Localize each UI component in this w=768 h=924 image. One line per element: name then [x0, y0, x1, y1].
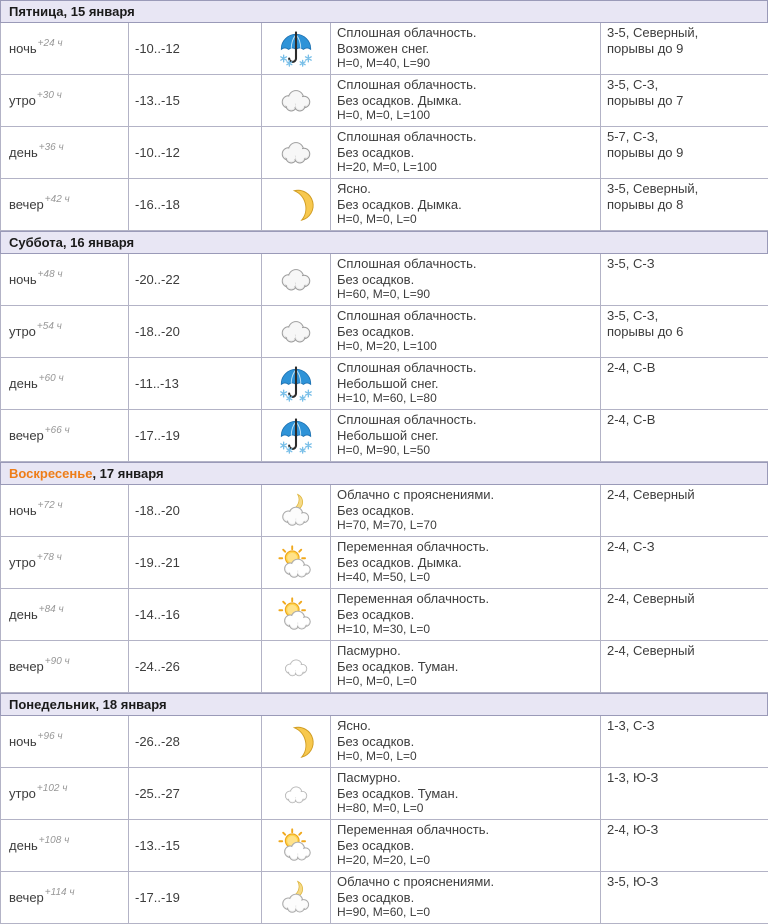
forecast-hour-offset: +54 ч [36, 321, 62, 332]
wind-speed-direction: 2-4, Северный [607, 487, 695, 502]
condition-line: Небольшой снег. [337, 427, 439, 443]
time-of-day-label: день [9, 145, 38, 160]
condition-line: Сплошная облачность. [337, 77, 477, 92]
weather-icon-cell [262, 179, 331, 231]
cloud-icon [277, 82, 315, 120]
wind-speed-direction: 2-4, Северный [607, 643, 695, 658]
forecast-hour-offset: +102 ч [36, 783, 68, 794]
time-cell [1, 23, 129, 75]
wind-speed-direction: 3-5, Ю-З [607, 874, 659, 889]
conditions-cell [331, 768, 601, 820]
temperature-cell [129, 75, 262, 127]
time-of-day-label: вечер [9, 659, 44, 674]
time-of-day-label: утро [9, 324, 36, 339]
conditions-cell [331, 23, 601, 75]
condition-line: Пасмурно. [337, 643, 401, 658]
temperature-range: -13..-15 [135, 93, 180, 108]
condition-line: Без осадков. [337, 733, 415, 749]
time-cell [1, 716, 129, 768]
cloud-levels-line: H=0, M=0, L=100 [337, 108, 431, 122]
cloud-levels-line: H=60, M=0, L=90 [337, 287, 431, 301]
moon-icon [277, 186, 315, 224]
time-of-day-label: день [9, 838, 38, 853]
time-cell [1, 254, 129, 306]
wind-cell [601, 768, 768, 820]
condition-line: Без осадков. [337, 323, 415, 339]
temperature-range: -24..-26 [135, 659, 180, 674]
condition-line: Без осадков. Дымка. [337, 92, 462, 108]
forecast-row [0, 768, 768, 820]
weather-icon-cell [262, 23, 331, 75]
temperature-range: -18..-20 [135, 503, 180, 518]
conditions-cell [331, 179, 601, 231]
temperature-cell [129, 768, 262, 820]
weather-icon-cell [262, 768, 331, 820]
forecast-hour-offset: +36 ч [38, 142, 64, 153]
wind-speed-direction: 2-4, Ю-З [607, 822, 659, 837]
snow-umbrella-icon [277, 417, 315, 455]
day-name: Суббота [9, 235, 63, 250]
temperature-cell [129, 358, 262, 410]
light-cloud-icon [277, 775, 315, 813]
wind-gusts: порывы до 6 [607, 324, 684, 339]
wind-cell [601, 537, 768, 589]
time-of-day-label: ночь [9, 272, 37, 287]
forecast-hour-offset: +90 ч [44, 656, 70, 667]
conditions-cell [331, 641, 601, 693]
wind-cell [601, 716, 768, 768]
wind-speed-direction: 3-5, Северный, [607, 25, 699, 40]
forecast-row [0, 537, 768, 589]
forecast-hour-offset: +48 ч [37, 269, 63, 280]
day-name: Воскресенье [9, 466, 93, 481]
forecast-hour-offset: +84 ч [38, 604, 64, 615]
forecast-row [0, 589, 768, 641]
sun-cloud-icon [277, 596, 315, 634]
day-name: Понедельник [9, 697, 96, 712]
forecast-hour-offset: +96 ч [37, 731, 63, 742]
temperature-range: -16..-18 [135, 197, 180, 212]
light-cloud-icon [277, 648, 315, 686]
weather-icon-cell [262, 127, 331, 179]
wind-speed-direction: 2-4, С-В [607, 360, 656, 375]
day-header [0, 462, 768, 485]
condition-line: Возможен снег. [337, 40, 430, 56]
time-cell [1, 75, 129, 127]
time-of-day-label: вечер [9, 890, 44, 905]
forecast-row [0, 306, 768, 358]
condition-line: Сплошная облачность. [337, 129, 477, 144]
conditions-cell [331, 358, 601, 410]
conditions-cell [331, 589, 601, 641]
forecast-hour-offset: +66 ч [44, 425, 70, 436]
snow-umbrella-icon [277, 365, 315, 403]
wind-cell [601, 179, 768, 231]
condition-line: Без осадков. Туман. [337, 658, 459, 674]
day-date: , 17 января [92, 466, 164, 481]
time-of-day-label: ночь [9, 734, 37, 749]
forecast-row [0, 179, 768, 231]
moon-cloud-icon [277, 492, 315, 530]
weather-icon-cell [262, 410, 331, 462]
time-of-day-label: день [9, 376, 38, 391]
time-cell [1, 358, 129, 410]
cloud-levels-line: H=0, M=40, L=90 [337, 56, 431, 70]
cloud-levels-line: H=0, M=20, L=100 [337, 339, 437, 353]
condition-line: Ясно. [337, 181, 371, 196]
wind-cell [601, 75, 768, 127]
cloud-levels-line: H=90, M=60, L=0 [337, 905, 431, 919]
time-of-day-label: утро [9, 555, 36, 570]
wind-speed-direction: 5-7, С-З, [607, 129, 659, 144]
weather-icon-cell [262, 537, 331, 589]
weather-icon-cell [262, 820, 331, 872]
temperature-range: -25..-27 [135, 786, 180, 801]
temperature-range: -18..-20 [135, 324, 180, 339]
temperature-cell [129, 589, 262, 641]
wind-speed-direction: 3-5, С-З, [607, 77, 659, 92]
cloud-levels-line: H=70, M=70, L=70 [337, 518, 437, 532]
wind-cell [601, 127, 768, 179]
forecast-row [0, 872, 768, 924]
cloud-levels-line: H=10, M=30, L=0 [337, 622, 431, 636]
time-cell [1, 872, 129, 924]
time-cell [1, 537, 129, 589]
conditions-cell [331, 306, 601, 358]
temperature-range: -14..-16 [135, 607, 180, 622]
wind-cell [601, 306, 768, 358]
wind-speed-direction: 2-4, С-В [607, 412, 656, 427]
wind-cell [601, 410, 768, 462]
time-cell [1, 768, 129, 820]
condition-line: Сплошная облачность. [337, 412, 477, 427]
time-of-day-label: утро [9, 786, 36, 801]
wind-speed-direction: 2-4, Северный [607, 591, 695, 606]
conditions-cell [331, 485, 601, 537]
time-of-day-label: ночь [9, 41, 37, 56]
condition-line: Небольшой снег. [337, 375, 439, 391]
day-name: Пятница [9, 4, 64, 19]
forecast-day-section [0, 0, 768, 231]
time-cell [1, 179, 129, 231]
condition-line: Сплошная облачность. [337, 308, 477, 323]
forecast-hour-offset: +30 ч [36, 90, 62, 101]
forecast-row [0, 23, 768, 75]
condition-line: Без осадков. Дымка. [337, 196, 462, 212]
weather-icon-cell [262, 716, 331, 768]
condition-line: Сплошная облачность. [337, 25, 477, 40]
conditions-cell [331, 820, 601, 872]
cloud-levels-line: H=10, M=60, L=80 [337, 391, 437, 405]
temperature-range: -19..-21 [135, 555, 180, 570]
forecast-row [0, 641, 768, 693]
time-cell [1, 589, 129, 641]
time-cell [1, 127, 129, 179]
temperature-range: -13..-15 [135, 838, 180, 853]
wind-gusts: порывы до 7 [607, 93, 684, 108]
moon-cloud-icon [277, 879, 315, 917]
wind-gusts: порывы до 9 [607, 145, 684, 160]
time-of-day-label: ночь [9, 503, 37, 518]
wind-cell [601, 589, 768, 641]
time-cell [1, 410, 129, 462]
temperature-range: -17..-19 [135, 890, 180, 905]
day-header [0, 231, 768, 254]
sun-cloud-icon [277, 827, 315, 865]
cloud-levels-line: H=40, M=50, L=0 [337, 570, 431, 584]
moon-icon [277, 723, 315, 761]
wind-cell [601, 485, 768, 537]
wind-cell [601, 641, 768, 693]
weather-icon-cell [262, 254, 331, 306]
temperature-cell [129, 306, 262, 358]
conditions-cell [331, 410, 601, 462]
wind-gusts: порывы до 9 [607, 41, 684, 56]
temperature-cell [129, 127, 262, 179]
time-cell [1, 820, 129, 872]
temperature-cell [129, 716, 262, 768]
forecast-day-section [0, 231, 768, 462]
conditions-cell [331, 716, 601, 768]
day-date: , 16 января [62, 235, 135, 250]
day-header [0, 0, 768, 23]
weather-icon-cell [262, 589, 331, 641]
condition-line: Сплошная облачность. [337, 360, 477, 375]
wind-cell [601, 872, 768, 924]
time-cell [1, 485, 129, 537]
temperature-range: -17..-19 [135, 428, 180, 443]
temperature-cell [129, 410, 262, 462]
forecast-row [0, 410, 768, 462]
temperature-range: -11..-13 [135, 376, 179, 391]
weather-icon-cell [262, 306, 331, 358]
cloud-levels-line: H=0, M=0, L=0 [337, 212, 417, 226]
cloud-levels-line: H=80, M=0, L=0 [337, 801, 424, 815]
temperature-range: -26..-28 [135, 734, 180, 749]
day-header [0, 693, 768, 716]
forecast-hour-offset: +114 ч [44, 887, 75, 898]
forecast-hour-offset: +24 ч [37, 38, 63, 49]
cloud-icon [277, 313, 315, 351]
weather-icon-cell [262, 872, 331, 924]
temperature-range: -10..-12 [135, 145, 180, 160]
temperature-cell [129, 820, 262, 872]
cloud-levels-line: H=0, M=0, L=0 [337, 749, 417, 763]
day-date: , 18 января [95, 697, 167, 712]
forecast-hour-offset: +72 ч [37, 500, 63, 511]
forecast-day-section [0, 462, 768, 693]
conditions-cell [331, 127, 601, 179]
time-of-day-label: вечер [9, 197, 44, 212]
wind-cell [601, 358, 768, 410]
condition-line: Переменная облачность. [337, 591, 490, 606]
condition-line: Без осадков. [337, 271, 415, 287]
wind-speed-direction: 1-3, С-З [607, 718, 655, 733]
cloud-levels-line: H=0, M=90, L=50 [337, 443, 431, 457]
forecast-row [0, 254, 768, 306]
wind-speed-direction: 3-5, Северный, [607, 181, 699, 196]
temperature-cell [129, 872, 262, 924]
wind-cell [601, 254, 768, 306]
forecast-day-section [0, 693, 768, 924]
snow-umbrella-icon [277, 30, 315, 68]
wind-cell [601, 23, 768, 75]
cloud-levels-line: H=20, M=20, L=0 [337, 853, 431, 867]
time-of-day-label: день [9, 607, 38, 622]
temperature-cell [129, 485, 262, 537]
weather-icon-cell [262, 75, 331, 127]
condition-line: Без осадков. Дымка. [337, 554, 462, 570]
time-of-day-label: утро [9, 93, 36, 108]
forecast-row [0, 75, 768, 127]
cloud-levels-line: H=20, M=0, L=100 [337, 160, 437, 174]
forecast-hour-offset: +78 ч [36, 552, 62, 563]
condition-line: Облачно с прояснениями. [337, 487, 495, 502]
forecast-row [0, 358, 768, 410]
forecast-row [0, 820, 768, 872]
temperature-range: -20..-22 [135, 272, 180, 287]
temperature-range: -10..-12 [135, 41, 180, 56]
temperature-cell [129, 23, 262, 75]
wind-speed-direction: 1-3, Ю-З [607, 770, 659, 785]
condition-line: Без осадков. [337, 144, 415, 160]
wind-speed-direction: 3-5, С-З, [607, 308, 659, 323]
temperature-cell [129, 641, 262, 693]
time-cell [1, 306, 129, 358]
condition-line: Переменная облачность. [337, 539, 490, 554]
temperature-cell [129, 537, 262, 589]
condition-line: Без осадков. Туман. [337, 785, 459, 801]
weather-icon-cell [262, 358, 331, 410]
condition-line: Ясно. [337, 718, 371, 733]
wind-gusts: порывы до 8 [607, 197, 684, 212]
conditions-cell [331, 75, 601, 127]
forecast-hour-offset: +42 ч [44, 194, 70, 205]
forecast-row [0, 485, 768, 537]
wind-speed-direction: 3-5, С-З [607, 256, 655, 271]
condition-line: Без осадков. [337, 889, 415, 905]
forecast-row [0, 127, 768, 179]
time-of-day-label: вечер [9, 428, 44, 443]
condition-line: Пасмурно. [337, 770, 401, 785]
forecast-hour-offset: +108 ч [38, 835, 70, 846]
forecast-hour-offset: +60 ч [38, 373, 64, 384]
wind-speed-direction: 2-4, С-З [607, 539, 655, 554]
cloud-icon [277, 134, 315, 172]
condition-line: Переменная облачность. [337, 822, 490, 837]
weather-icon-cell [262, 485, 331, 537]
wind-cell [601, 820, 768, 872]
condition-line: Облачно с прояснениями. [337, 874, 495, 889]
condition-line: Без осадков. [337, 606, 415, 622]
weather-icon-cell [262, 641, 331, 693]
day-date: , 15 января [63, 4, 135, 19]
condition-line: Без осадков. [337, 837, 415, 853]
cloud-levels-line: H=0, M=0, L=0 [337, 674, 417, 688]
time-cell [1, 641, 129, 693]
temperature-cell [129, 254, 262, 306]
forecast-row [0, 716, 768, 768]
cloud-icon [277, 261, 315, 299]
sun-cloud-icon [277, 544, 315, 582]
temperature-cell [129, 179, 262, 231]
conditions-cell [331, 537, 601, 589]
condition-line: Без осадков. [337, 502, 415, 518]
conditions-cell [331, 872, 601, 924]
condition-line: Сплошная облачность. [337, 256, 477, 271]
conditions-cell [331, 254, 601, 306]
